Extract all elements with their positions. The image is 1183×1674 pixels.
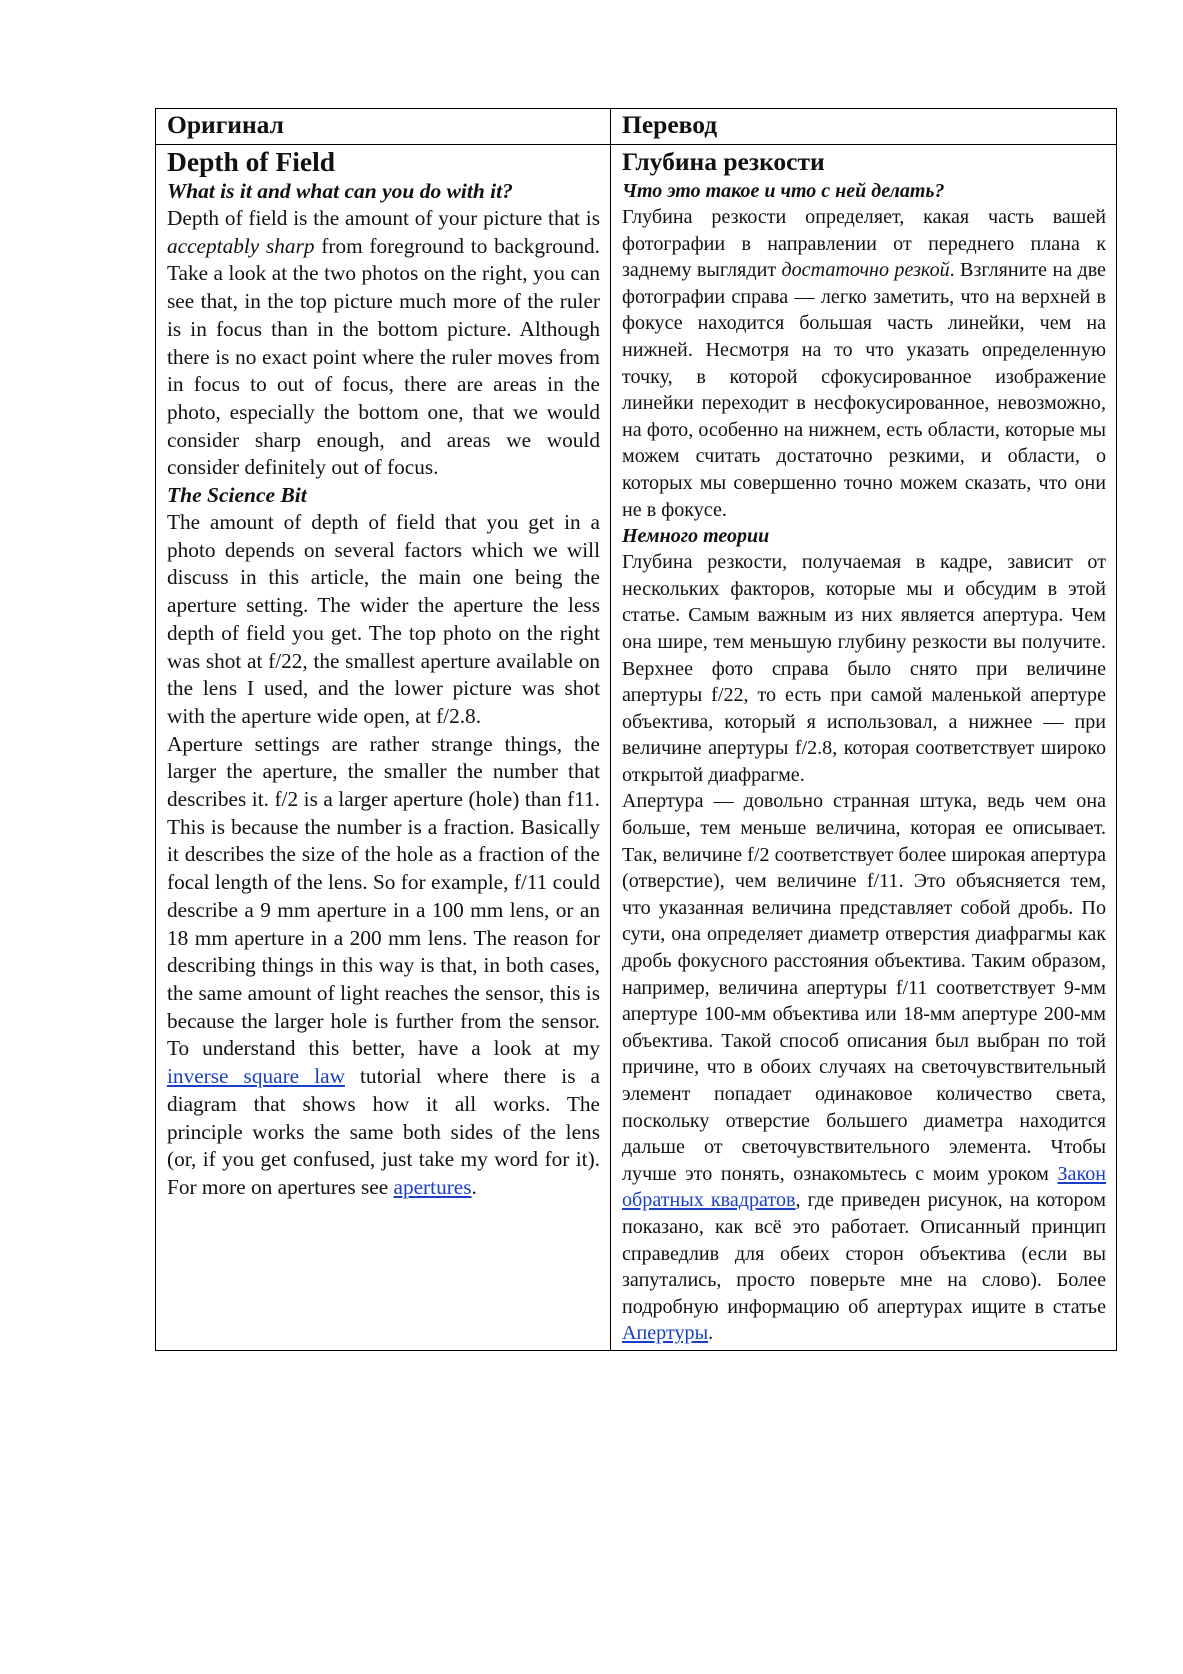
translation-p1-text-b: . Взгляните на две фотографии справа — легко заметить, что на верхней в фокусе находится большая часть линейки, чем на нижней. Несмотря на то что указать определенную точку, в которой сфокусированное изображение линейки переходит в несфокусированное, невозможно, на фото, особенно на нижнем, есть области, которые мы можем считать достаточно резкими, и области, о которых мы совершенно точно можем сказать, что они не в фокусе. xyxy=(622,259,1106,521)
translation-subtitle: Что это такое и что с ней делать? xyxy=(622,180,945,202)
translation-paragraph-1 xyxy=(622,204,1106,523)
original-p1-text-a: Depth of field is the amount of your picture that is xyxy=(167,206,600,230)
inverse-square-law-link[interactable]: inverse square law xyxy=(167,1064,345,1089)
translation-title: Глубина резкости xyxy=(622,147,825,176)
translation-paragraph-2: Глубина резкости, получаемая в кадре, зависит от нескольких факторов, которые мы и обсудим в этой статье. Самым важным из них является апертура. Чем она шире, тем меньшую глубину резкости вы получите. Верхнее фото справа было снято при величине апертуры f/22, то есть при самой маленькой апертуре объектива, который я использовал, а нижнее — при величине апертуры f/2.8, которая соответствует широко открытой диафрагме. xyxy=(622,551,1106,786)
original-title: Depth of Field xyxy=(167,146,336,177)
apertures-link[interactable]: apertures xyxy=(393,1174,472,1199)
translation-section-title: Немного теории xyxy=(622,525,770,548)
original-p3-text-b: tutorial where there is a diagram that shows how it all works. The principle works the same both sides of the lens (or, if you get confused, just take my word for it). For more on apertures see xyxy=(167,1064,600,1199)
inverse-square-law-link-ru[interactable]: Закон обратных квадратов xyxy=(622,1162,1106,1212)
original-section-title: The Science Bit xyxy=(167,483,307,508)
translation-column xyxy=(611,145,1117,1351)
translation-p3-text-c: . xyxy=(708,1322,714,1345)
translation-p3-text-b: , где приведен рисунок, на котором показано, как всё это работает. Описанный принцип справедлив для обеих сторон объектива (если вы запутались, просто поверьте мне на слово). Более подробную информацию об апертурах ищите в статье xyxy=(622,1189,1106,1318)
original-p3-text-c: . xyxy=(471,1174,477,1199)
original-paragraph-3 xyxy=(167,731,600,1202)
apertures-link-ru[interactable]: Апертуры xyxy=(622,1322,709,1345)
original-paragraph-2: The amount of depth of field that you get in a photo depends on several factors which we will discuss in this article, the main one being the aperture setting. The wider the aperture the less depth of field you get. The top photo on the right was shot at f/22, the smallest aperture available on the lens I used, and the lower picture was shot with the aperture wide open, at f/2.8. xyxy=(167,510,600,728)
translation-p1-emphasis: достаточно резкой xyxy=(781,259,950,282)
original-column xyxy=(156,145,611,1351)
translation-p1-text-a: Глубина резкости определяет, какая часть вашей фотографии в направлении от переднего плана к заднему выглядит xyxy=(622,206,1106,282)
original-paragraph-1 xyxy=(167,205,600,482)
translation-p3-text-a: Апертура — довольно странная штука, ведь чем она больше, тем меньше величина, которая ее описывает. Так, величине f/2 соответствует более широкая апертура (отверстие), чем величине f/11. Это объясняется тем, что указанная величина представляет собой дробь. По сути, она определяет диаметр отверстия диафрагмы как дробь фокусного расстояния объектива. Таким образом, например, величина апертуры f/11 соответствует 9-мм апертуре 100-мм объектива или 18-мм апертуре 200-мм объектива. Такой способ описания был выбран по той причине, что в обоих случаях на светочувствительный элемент попадает одинаковое количество света, поскольку отверстие большего диаметра находится дальше от светочувствительного элемента. Чтобы лучше это понять, ознакомьтесь с моим уроком xyxy=(622,790,1106,1185)
content-row xyxy=(156,145,1117,1351)
table-header-row xyxy=(156,109,1117,145)
header-original: Оригинал xyxy=(156,109,611,145)
original-p1-text-b: from foreground to background. Take a look at the two photos on the right, you can see that, in the top picture much more of the ruler is in focus than in the bottom picture. Although there is no exact point where the ruler moves from in focus to out of focus, there are areas in the photo, especially the bottom one, that we would consider sharp enough, and areas we would consider definitely out of focus. xyxy=(167,233,600,480)
original-subtitle: What is it and what can you do with it? xyxy=(167,179,513,203)
original-p1-emphasis: acceptably sharp xyxy=(167,233,315,258)
bilingual-table xyxy=(155,108,1117,1351)
translation-paragraph-3 xyxy=(622,788,1106,1346)
header-translation: Перевод xyxy=(611,109,1117,145)
original-p3-text-a: Aperture settings are rather strange things, the larger the aperture, the smaller the number that describes it. f/2 is a larger aperture (hole) than f11. This is because the number is a fraction. Basically it describes the size of the hole as a fraction of the focal length of the lens. So for example, f/11 could describe a 9 mm aperture in a 100 mm lens, or an 18 mm aperture in a 200 mm lens. The reason for describing things in this way is that, in both cases, the same amount of light reaches the sensor, this is because the larger hole is further from the sensor. To understand this better, have a look at my xyxy=(167,731,600,1061)
